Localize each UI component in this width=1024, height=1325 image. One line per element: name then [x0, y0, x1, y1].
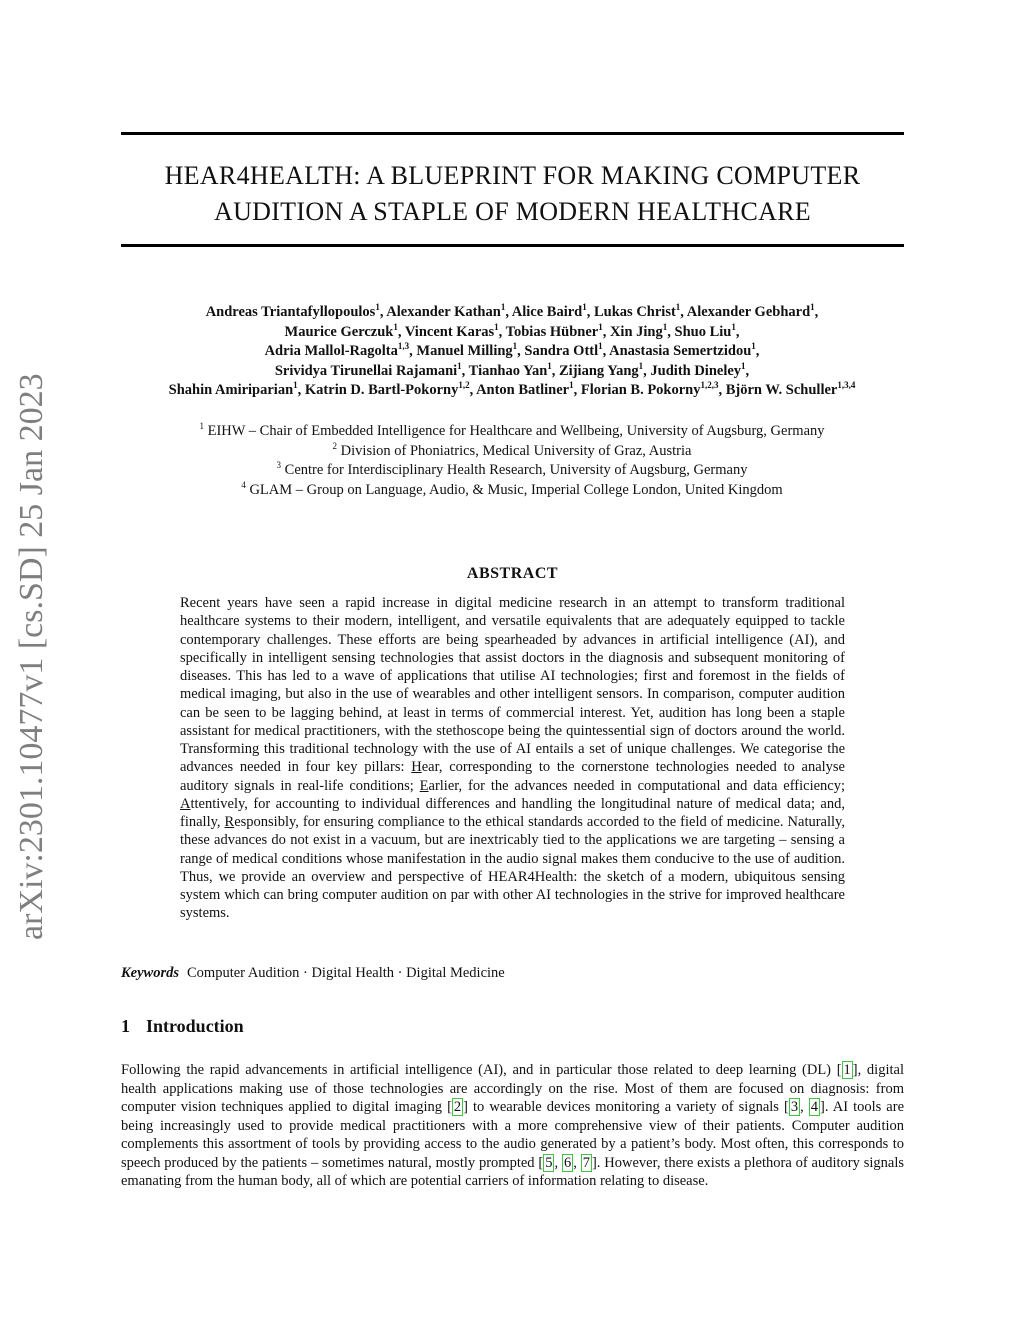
title-colon: : A: [353, 161, 391, 190]
intro-text: ] to wearable devices monitoring a variety of signals [: [463, 1099, 789, 1115]
author-affiliation-mark: 1,2: [458, 380, 470, 391]
citation-link-5[interactable]: 5: [545, 1154, 553, 1171]
author-name: Anton Batliner: [476, 382, 570, 399]
author: [468, 360, 552, 379]
affiliation-number: 4: [241, 479, 246, 490]
author: [274, 360, 462, 379]
author-affiliation-mark: 1: [500, 302, 506, 313]
author: [674, 321, 736, 340]
author-affiliation-mark: 1: [598, 341, 603, 352]
author: [559, 360, 644, 379]
author: [726, 382, 856, 398]
intro-text: ,: [573, 1154, 581, 1171]
citation-link-2[interactable]: 2: [453, 1099, 462, 1115]
affiliation: [100, 422, 924, 442]
author-name: Judith Dineley: [650, 362, 742, 379]
author: [305, 382, 470, 398]
title-top-rule: [121, 132, 904, 135]
abstract-part: arlier, for the advances needed in computational and data efficiency;: [428, 777, 846, 794]
abstract-part: ear, corresponding to the cornerstone technologies needed to analyse auditory signals in real-life conditions;: [180, 759, 845, 794]
author-name: Andreas Triantafyllopoulos: [205, 304, 376, 320]
author-separator: ,: [297, 382, 305, 399]
title-bottom-rule: [121, 244, 904, 247]
affiliation-list: [100, 422, 924, 500]
author: [524, 343, 602, 359]
author: [505, 321, 603, 340]
introduction-paragraph: [121, 1061, 904, 1191]
author-affiliation-mark: 1: [638, 360, 644, 371]
arxiv-identifier-stamp: arXiv:2301.10477v1 [cs.SD] 25 Jan 2023: [13, 373, 50, 940]
intro-text: Following the rapid advancements in artificial intelligence (AI), and in particular those related to deep learning (DL) [: [121, 1062, 842, 1078]
author-separator: ,: [755, 343, 760, 360]
author-affiliation-mark: 1: [457, 360, 462, 371]
intro-text: ]. However, there exists a plethora of auditory signals emanating from the human body, all of which are potential carriers of information relating to disease.: [121, 1154, 905, 1189]
author: [416, 343, 517, 359]
author: [609, 343, 756, 359]
author-affiliation-mark: 1,2,3: [700, 380, 719, 391]
author: [169, 382, 298, 398]
title-ealth: EALTH: [268, 161, 354, 190]
author: [284, 321, 398, 340]
affiliation: [100, 442, 924, 462]
author-name: Maurice Gerczuk: [284, 323, 394, 340]
abstract-part: esponsibly, for ensuring compliance to the ethical standards accorded to the field of medicine. Naturally, these advances do not exist in a vacuum, but are inextricably tied to the applications we are targeting – sensing a range of medical conditions whose manifestation in the audio signal makes them conducive to the use of audition. Thus, we provide an overview and perspective of HEAR4Health: the sketch of a modern, ubiquitous sensing system which can bring computer audition on par with other AI technologies in the strive for improved healthcare systems.: [180, 814, 845, 922]
author-affiliation-mark: 1: [675, 302, 681, 313]
author: [476, 382, 574, 398]
title-line-1: [121, 158, 904, 194]
author-separator: ,: [586, 304, 594, 320]
author-separator: ,: [814, 304, 819, 320]
author-name: Tianhao Yan: [468, 362, 548, 379]
author-separator: ,: [379, 304, 387, 320]
author-name: Alexander Gebhard: [686, 304, 811, 320]
author-list: [100, 303, 924, 401]
section-number: 1: [121, 1016, 130, 1036]
author-name: Lukas Christ: [594, 304, 676, 320]
intro-text: ,: [554, 1154, 562, 1171]
citation-link-7[interactable]: 7: [582, 1154, 590, 1171]
affiliation: [100, 481, 924, 501]
keywords-label: Keywords: [121, 965, 179, 981]
author-separator: ,: [745, 362, 750, 379]
author-name: Vincent Karas: [404, 323, 495, 340]
author-name: Björn W. Schuller: [725, 382, 838, 399]
author: [581, 382, 719, 398]
intro-text: ,: [800, 1099, 809, 1115]
affiliation-number: 1: [199, 421, 204, 432]
author-affiliation-mark: 1: [293, 380, 298, 391]
author-name: Alexander Kathan: [386, 304, 501, 320]
author-separator: ,: [505, 304, 512, 320]
pillar-letter-r: R: [224, 814, 235, 830]
author-name: Sandra Ottl: [524, 343, 599, 360]
author: [265, 343, 410, 359]
author-name: Zijiang Yang: [559, 362, 639, 379]
author-affiliation-mark: 1: [810, 302, 815, 313]
abstract-part: ttentively, for accounting to individual differences and handling the longitudinal nature of medical data; and, finally,: [180, 795, 845, 830]
author: [650, 360, 746, 379]
author: [687, 304, 815, 320]
author-name: Florian B. Pokorny: [580, 382, 701, 399]
author-separator: ,: [643, 362, 651, 379]
author-separator: ,: [735, 323, 740, 340]
affiliation-text: Centre for Interdisciplinary Health Research, University of Augsburg, Germany: [284, 462, 748, 478]
affiliation-number: 2: [332, 440, 338, 451]
affiliation-text: GLAM – Group on Language, Audio, & Music, Imperial College London, United Kingdom: [249, 481, 783, 498]
author-name: Alice Baird: [511, 304, 583, 320]
abstract-heading: ABSTRACT: [466, 565, 559, 582]
author-affiliation-mark: 1,3: [397, 341, 410, 352]
author: [594, 304, 680, 320]
author-name: Shuo Liu: [674, 323, 732, 340]
title-blueprint: BLUEPRINT FOR MAKING COMPUTER: [390, 161, 861, 190]
affiliation-text: EIHW – Chair of Embedded Intelligence for Healthcare and Wellbeing, University of Augsburg, Germany: [207, 423, 825, 439]
author-separator: ,: [667, 323, 675, 340]
author-separator: ,: [469, 382, 477, 399]
citation-link-4[interactable]: 4: [810, 1099, 819, 1115]
title-hear4: HEAR4H: [164, 161, 269, 190]
pillar-letter-h: H: [411, 759, 422, 776]
author-affiliation-mark: 1: [741, 360, 746, 371]
author-separator: ,: [680, 304, 687, 320]
author-name: Xin Jing: [609, 323, 663, 340]
author-name: Katrin D. Bartl-Pokorny: [304, 382, 459, 399]
section-heading-introduction: [121, 1016, 244, 1037]
intro-text: ]. AI tools are being increasingly used to provide medical practitioners with a more comprehensive view of their patients. Computer audition complements this assortment of tools by providing access to the audio generated by a patient’s body. Most often, this corresponds to speech produced by the patients – sometimes natural, mostly prompted [: [121, 1099, 905, 1171]
citation-link-6[interactable]: 6: [563, 1154, 572, 1171]
author-separator: ,: [517, 343, 525, 360]
abstract-text: [180, 594, 845, 923]
author-affiliation-mark: 1: [494, 321, 499, 332]
author-affiliation-mark: 1: [662, 321, 668, 332]
author-affiliation-mark: 1: [582, 302, 587, 313]
author-separator: ,: [409, 343, 417, 360]
author-separator: ,: [602, 323, 610, 340]
author: [206, 304, 380, 320]
author-name: Anastasia Semertzidou: [609, 343, 752, 360]
author-affiliation-mark: 1,3,4: [837, 380, 856, 391]
author-affiliation-mark: 1: [393, 321, 398, 332]
author: [386, 304, 505, 320]
pillar-letter-a: A: [180, 795, 191, 812]
author-separator: ,: [718, 382, 726, 399]
author-separator: ,: [573, 382, 581, 399]
author-name: Manuel Milling: [416, 343, 513, 360]
pillar-letter-e: E: [419, 777, 429, 794]
author-affiliation-mark: 1: [547, 360, 552, 371]
author-separator: ,: [498, 323, 506, 340]
author-name: Tobias Hübner: [505, 323, 599, 340]
author-separator: ,: [397, 323, 405, 340]
author-affiliation-mark: 1: [598, 321, 603, 332]
citation-link-1[interactable]: 1: [843, 1062, 851, 1078]
title-line-2: AUDITION A STAPLE OF MODERN HEALTHCARE: [214, 197, 811, 226]
author-separator: ,: [551, 362, 560, 379]
affiliation: [100, 461, 924, 481]
author-affiliation-mark: 1: [512, 341, 518, 352]
intro-text: ], digital health applications making use of those technologies are accordingly on the rise. Most of them are focused on diagnosis: from computer vision techniques applied to digital imaging [: [121, 1062, 904, 1115]
author-separator: ,: [461, 362, 469, 379]
citation-link-3[interactable]: 3: [790, 1099, 799, 1115]
author-name: Adria Mallol-Ragolta: [264, 343, 398, 360]
author-affiliation-mark: 1: [731, 321, 736, 332]
author-affiliation-mark: 1: [751, 341, 756, 352]
author-name: Srividya Tirunellai Rajamani: [274, 362, 458, 379]
author-separator: ,: [602, 343, 610, 360]
abstract-part: Recent years have seen a rapid increase in digital medicine research in an attempt to transform traditional healthcare systems to their modern, intelligent, and versatile equivalents that are adequately equipped to tackle contemporary challenges. These efforts are being spearheaded by advances in artificial intelligence (AI), and specifically in intelligent sensing technologies that assist doctors in the diagnosis and subsequent monitoring of diseases. This has led to a wave of applications that utilise AI technologies; first and foremost in the fields of medical imaging, but also in the use of wearables and other intelligent sensors. In comparison, computer audition can be seen to be lagging behind, at least in terms of commercial interest. Yet, audition has long been a staple assistant for medical practitioners, with the stethoscope being the quintessential sign of doctors around the world. Transforming this traditional technology with the use of AI entails a set of unique challenges. We categorise the advances needed in four key pillars:: [180, 595, 845, 776]
keywords-text: Computer Audition · Digital Health · Digital Medicine: [187, 965, 505, 981]
affiliation-text: Division of Phoniatrics, Medical University of Graz, Austria: [340, 442, 692, 459]
author-affiliation-mark: 1: [569, 380, 574, 391]
author-affiliation-mark: 1: [375, 302, 380, 313]
affiliation-number: 3: [276, 460, 282, 471]
keywords-line: [121, 965, 904, 982]
author: [512, 304, 587, 320]
author: [609, 321, 668, 340]
section-title: Introduction: [146, 1016, 244, 1036]
author: [404, 321, 499, 340]
author-name: Shahin Amiriparian: [168, 382, 294, 399]
paper-title: [121, 158, 904, 230]
